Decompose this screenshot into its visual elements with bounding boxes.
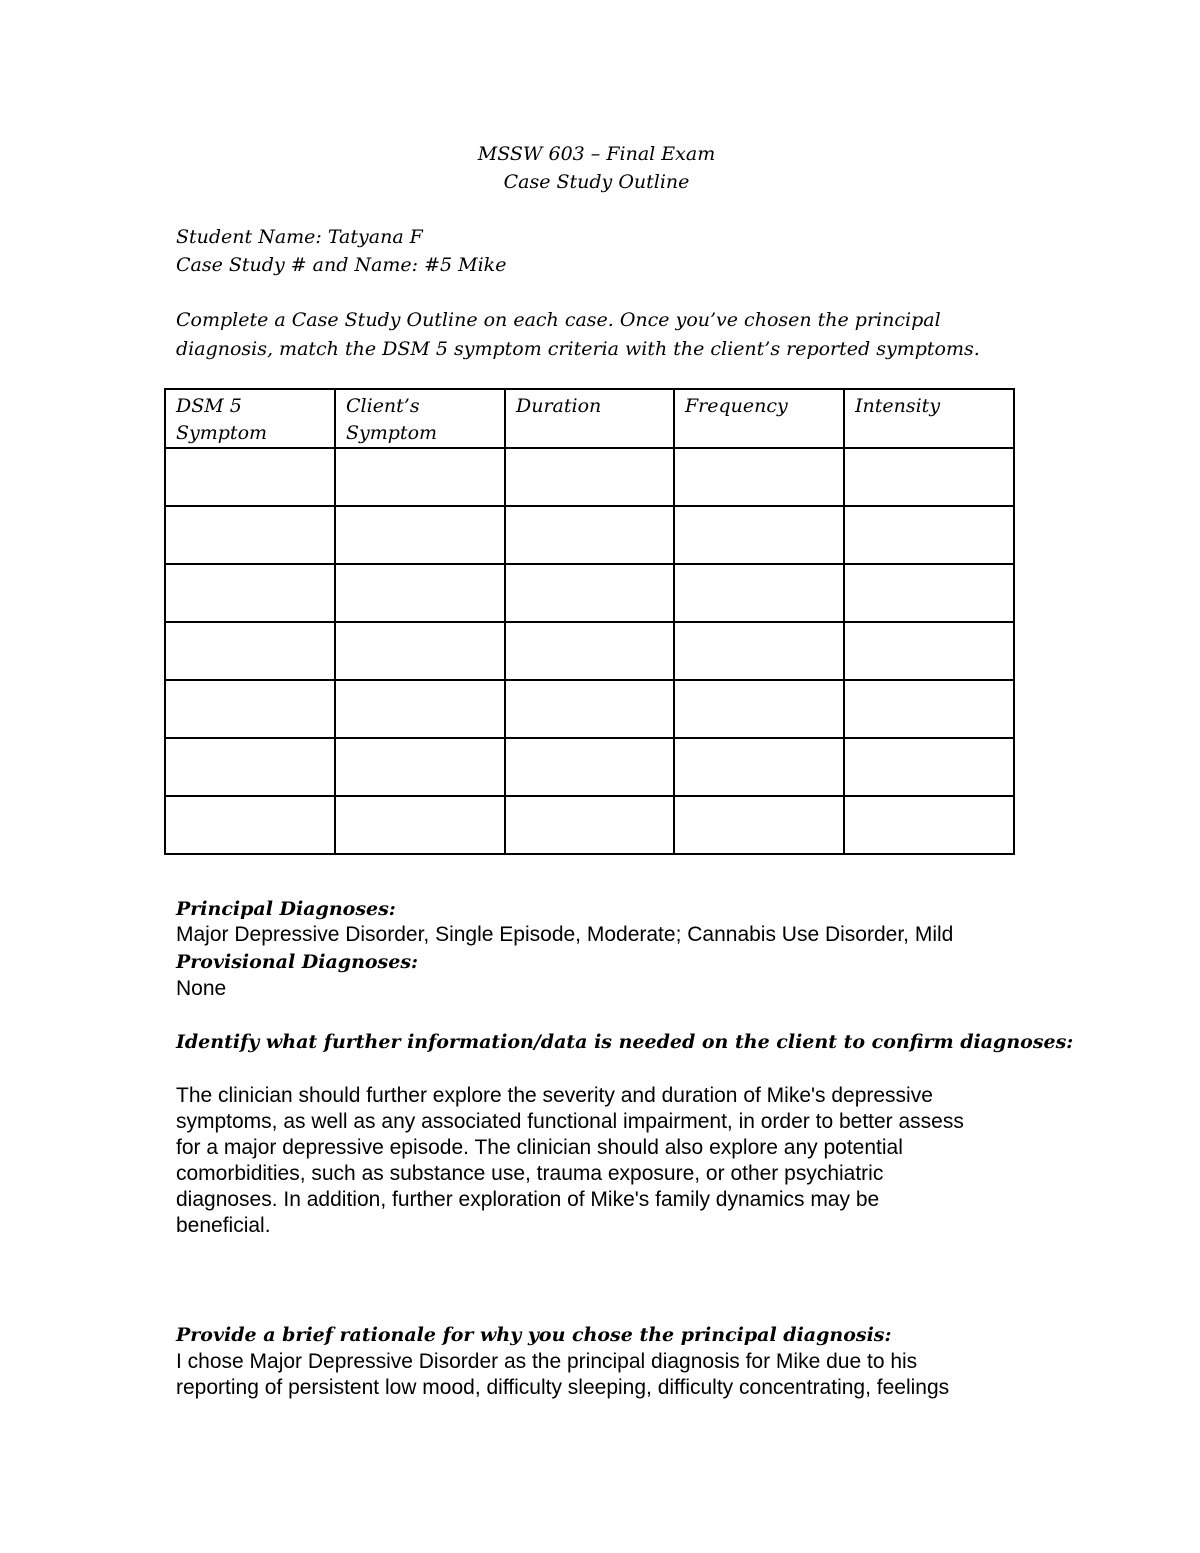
provisional-diagnoses-label: Provisional Diagnoses: xyxy=(176,951,419,973)
table-cell xyxy=(335,680,505,738)
table-cell xyxy=(505,680,674,738)
table-row xyxy=(165,506,1014,564)
column-header-clients-symptom: Client’s Symptom xyxy=(335,389,505,448)
column-header-duration: Duration xyxy=(505,389,674,448)
table-cell xyxy=(844,506,1014,564)
symptom-table xyxy=(164,388,1015,855)
further-info-line-3: for a major depressive episode. The clinician should also explore any potential xyxy=(176,1136,903,1159)
table-cell xyxy=(674,738,844,796)
instructions-line-1: Complete a Case Study Outline on each case. Once you’ve chosen the principal xyxy=(176,309,941,331)
table-cell xyxy=(505,448,674,506)
table-row xyxy=(165,448,1014,506)
table-cell xyxy=(335,738,505,796)
further-info-line-4: comorbidities, such as substance use, trauma exposure, or other psychiatric xyxy=(176,1162,884,1185)
table-cell xyxy=(335,796,505,854)
table-header-row xyxy=(165,389,1014,448)
table-cell xyxy=(505,738,674,796)
table-cell xyxy=(844,796,1014,854)
rationale-line-2: reporting of persistent low mood, difficulty sleeping, difficulty concentrating, feelings xyxy=(176,1376,950,1399)
column-header-dsm5-symptom: DSM 5 Symptom xyxy=(165,389,335,448)
table-cell xyxy=(505,622,674,680)
table-cell xyxy=(674,564,844,622)
principal-diagnoses-value: Major Depressive Disorder, Single Episode, Moderate; Cannabis Use Disorder, Mild xyxy=(176,923,954,946)
table-cell xyxy=(165,564,335,622)
provisional-diagnoses-value: None xyxy=(176,977,227,1000)
table-body xyxy=(165,448,1014,854)
table-cell xyxy=(844,680,1014,738)
principal-diagnoses-label: Principal Diagnoses: xyxy=(176,898,396,920)
table-cell xyxy=(674,680,844,738)
table-cell xyxy=(165,738,335,796)
table-cell xyxy=(674,622,844,680)
table-cell xyxy=(505,564,674,622)
table-cell xyxy=(335,506,505,564)
document-subtitle: Case Study Outline xyxy=(503,171,690,193)
further-info-line-1: The clinician should further explore the severity and duration of Mike's depressive xyxy=(176,1084,933,1107)
table-cell xyxy=(165,506,335,564)
table-cell xyxy=(505,796,674,854)
column-header-intensity: Intensity xyxy=(844,389,1014,448)
rationale-line-1: I chose Major Depressive Disorder as the principal diagnosis for Mike due to his xyxy=(176,1350,918,1373)
further-info-line-6: beneficial. xyxy=(176,1214,271,1237)
instructions-line-2: diagnosis, match the DSM 5 symptom criteria with the client’s reported symptoms. xyxy=(176,338,980,360)
table-cell xyxy=(165,796,335,854)
table-cell xyxy=(674,506,844,564)
case-study-line: Case Study # and Name: #5 Mike xyxy=(176,254,507,276)
table-row xyxy=(165,680,1014,738)
student-name-line: Student Name: Tatyana F xyxy=(176,226,423,248)
table-cell xyxy=(165,448,335,506)
table-cell xyxy=(335,622,505,680)
document-title: MSSW 603 – Final Exam xyxy=(477,143,716,165)
table-row xyxy=(165,622,1014,680)
table-row xyxy=(165,738,1014,796)
table-row xyxy=(165,564,1014,622)
table-cell xyxy=(844,448,1014,506)
column-header-frequency: Frequency xyxy=(674,389,844,448)
further-info-line-2: symptoms, as well as any associated functional impairment, in order to better assess xyxy=(176,1110,964,1133)
further-info-label: Identify what further information/data is needed on the client to confirm diagnoses: xyxy=(176,1031,1074,1053)
table-cell xyxy=(844,564,1014,622)
further-info-line-5: diagnoses. In addition, further exploration of Mike's family dynamics may be xyxy=(176,1188,880,1211)
table-cell xyxy=(674,796,844,854)
table-cell xyxy=(335,448,505,506)
table-cell xyxy=(844,622,1014,680)
table-cell xyxy=(674,448,844,506)
table-cell xyxy=(505,506,674,564)
rationale-label: Provide a brief rationale for why you chose the principal diagnosis: xyxy=(176,1324,892,1346)
table-cell xyxy=(165,622,335,680)
table-cell xyxy=(844,738,1014,796)
table-cell xyxy=(165,680,335,738)
table-cell xyxy=(335,564,505,622)
table-row xyxy=(165,796,1014,854)
